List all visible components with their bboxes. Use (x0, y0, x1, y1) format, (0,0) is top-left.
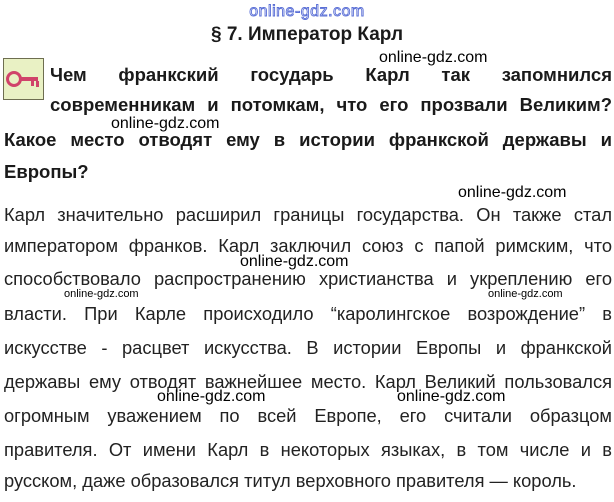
question-line-4: Европы? (4, 161, 89, 182)
watermark: online-gdz.com (458, 184, 567, 201)
answer-line-3: способствовало распространению христианства и укреплению его (4, 268, 612, 289)
watermark: online-gdz.com (157, 388, 266, 405)
watermark: online-gdz.com (111, 115, 220, 132)
watermark: online-gdz.com (397, 388, 506, 405)
answer-line-2: императором франков. Карл заключил союз с папой римским, что (4, 235, 612, 256)
watermark-top: online-gdz.com (249, 3, 365, 20)
watermark: online-gdz.com (240, 253, 349, 270)
answer-line-1: Карл значительно расширил границы государства. Он также стал (4, 204, 612, 225)
answer-line-6: державы ему отводят важнейшее место. Карл Великий пользовался (4, 371, 612, 392)
answer-line-8: правителя. От имени Карл в некоторых языках, в том числе и в (4, 439, 612, 460)
question-line-2: современникам и потомкам, что его прозвали Великим? (50, 94, 612, 115)
answer-line-9: русском, даже образовался титул верховного правителя — король. (4, 470, 577, 491)
section-title: § 7. Император Карл (210, 24, 404, 45)
answer-line-4: власти. При Карле происходило “каролингское возрождение” в (4, 303, 612, 324)
key-icon (3, 58, 44, 100)
answer-line-5: искусстве - расцвет искусства. В истории Европы и франкской (4, 337, 612, 358)
watermark: online-gdz.com (488, 288, 563, 300)
watermark: online-gdz.com (379, 49, 488, 66)
answer-line-7: огромным уважением по всей Европе, его считали образцом (4, 405, 612, 426)
watermark: online-gdz.com (64, 288, 139, 300)
question-line-3: Какое место отводят ему в истории франкской державы и (4, 129, 612, 150)
question-line-1: Чем франкский государь Карл так запомнился (50, 64, 612, 85)
